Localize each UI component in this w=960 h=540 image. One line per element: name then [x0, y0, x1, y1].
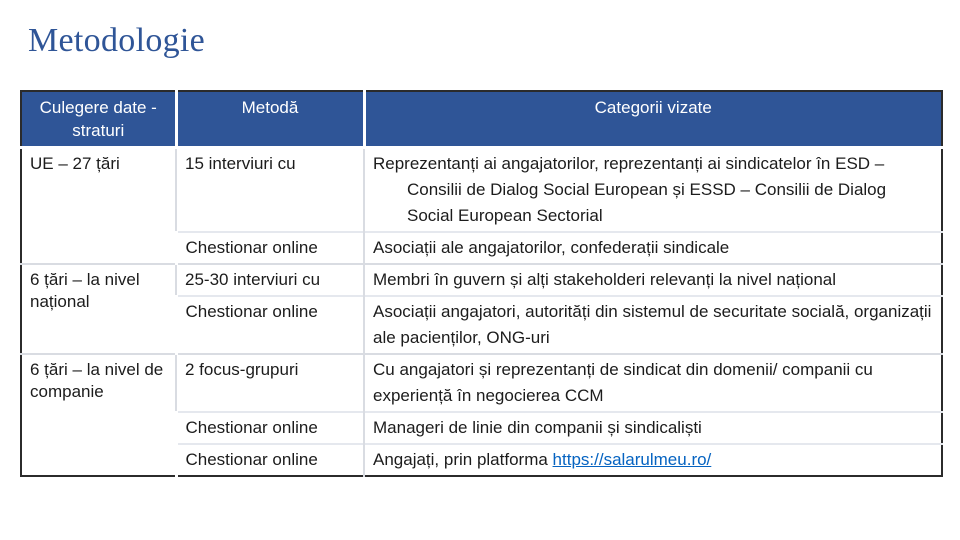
- method-cell: 15 interviuri cu: [176, 148, 364, 233]
- methodology-table: [20, 90, 943, 477]
- header-method: Metodă: [176, 91, 364, 148]
- table-row: [21, 148, 942, 233]
- category-text: Reprezentanți ai angajatorilor, reprezentanți ai sindicatelor în ESD – Consilii de Dialog Social European și ESSD – Consilii de Dialog Social European Sectorial: [373, 154, 887, 225]
- category-cell: Asociații angajatori, autorități din sistemul de securitate socială, organizații ale pacienților, ONG-uri: [364, 296, 942, 354]
- method-cell: 2 focus-grupuri: [176, 354, 364, 412]
- category-cell: [364, 444, 942, 476]
- method-cell: Chestionar online: [176, 444, 364, 476]
- header-categories: Categorii vizate: [364, 91, 942, 148]
- stratum-cell: 6 țări – la nivel de companie: [21, 354, 176, 476]
- method-cell: Chestionar online: [176, 412, 364, 444]
- category-cell: Membri în guvern și alți stakeholderi relevanți la nivel național: [364, 264, 942, 296]
- platform-link[interactable]: https://salarulmeu.ro/: [552, 450, 712, 469]
- method-cell: Chestionar online: [176, 296, 364, 354]
- stratum-cell: 6 țări – la nivel național: [21, 264, 176, 354]
- header-strata: Culegere date - straturi: [21, 91, 176, 148]
- category-cell: Manageri de linie din companii și sindicaliști: [364, 412, 942, 444]
- table-row: [21, 264, 942, 296]
- category-cell: Cu angajatori și reprezentanți de sindicat din domenii/ companii cu experiență în negocierea CCM: [364, 354, 942, 412]
- category-cell: [364, 148, 942, 233]
- stratum-cell: UE – 27 țări: [21, 148, 176, 265]
- category-cell: Asociații ale angajatorilor, confederații sindicale: [364, 232, 942, 264]
- table-row: [21, 354, 942, 412]
- method-cell: 25-30 interviuri cu: [176, 264, 364, 296]
- method-cell: Chestionar online: [176, 232, 364, 264]
- category-text: Angajați, prin platforma: [373, 450, 553, 469]
- page-title: Metodologie: [28, 22, 206, 59]
- header-row: [21, 91, 942, 148]
